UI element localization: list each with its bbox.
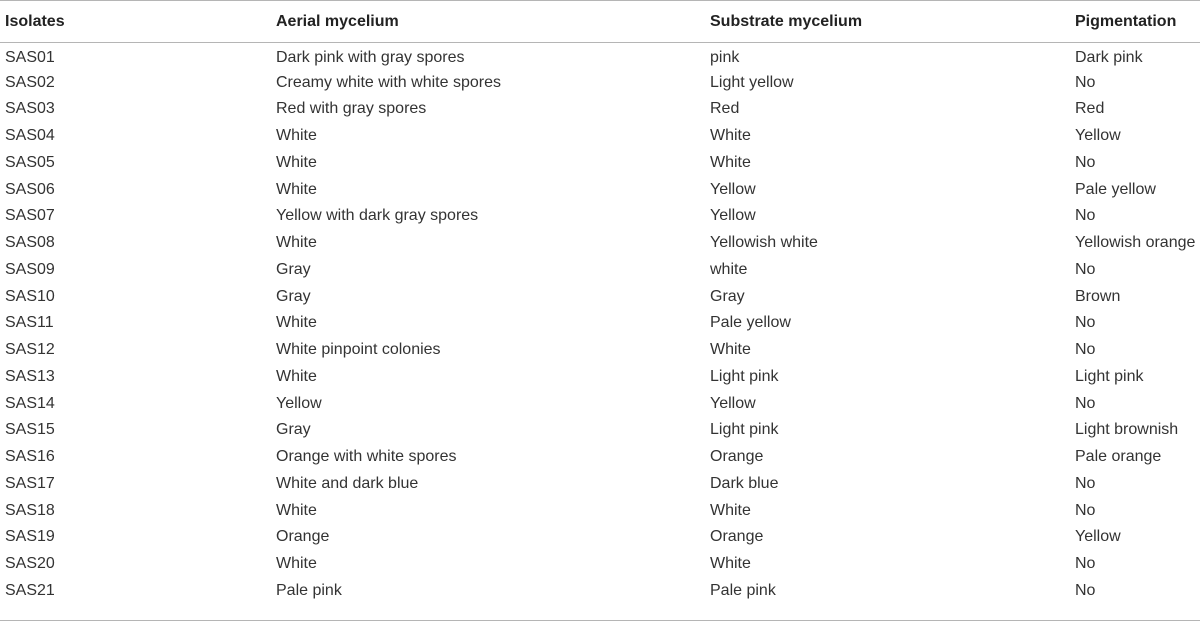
table-row bbox=[0, 497, 1200, 524]
cell-aerial-mycelium: White bbox=[276, 501, 317, 519]
header-aerial-mycelium: Aerial mycelium bbox=[276, 1, 710, 43]
cell-pigmentation: Yellow bbox=[1075, 528, 1121, 546]
cell-substrate-mycelium: white bbox=[710, 260, 748, 278]
cell-substrate-mycelium: Orange bbox=[710, 528, 764, 546]
cell-isolate: SAS08 bbox=[5, 234, 55, 252]
table-row bbox=[0, 176, 1200, 203]
table-row bbox=[0, 43, 1200, 70]
cell-isolate: SAS07 bbox=[5, 207, 55, 225]
cell-substrate-mycelium: Yellow bbox=[710, 207, 756, 225]
cell-substrate-mycelium: White bbox=[710, 153, 751, 171]
cell-isolate: SAS11 bbox=[5, 314, 54, 332]
cell-aerial-mycelium: White bbox=[276, 367, 317, 385]
table-row bbox=[0, 444, 1200, 471]
cell-substrate-mycelium: Red bbox=[710, 100, 740, 118]
cell-pigmentation: No bbox=[1075, 73, 1096, 91]
cell-aerial-mycelium: White bbox=[276, 234, 317, 252]
cell-aerial-mycelium: Orange with white spores bbox=[276, 448, 457, 466]
table-row bbox=[0, 337, 1200, 364]
table-row bbox=[0, 310, 1200, 337]
cell-substrate-mycelium: Orange bbox=[710, 448, 764, 466]
cell-isolate: SAS04 bbox=[5, 127, 55, 145]
cell-pigmentation: Pale yellow bbox=[1075, 180, 1156, 198]
cell-aerial-mycelium: White pinpoint colonies bbox=[276, 341, 441, 359]
cell-substrate-mycelium: Pale pink bbox=[710, 581, 776, 599]
cell-substrate-mycelium: Yellowish white bbox=[710, 234, 818, 252]
cell-aerial-mycelium: Gray bbox=[276, 287, 311, 305]
cell-pigmentation: No bbox=[1075, 153, 1096, 171]
cell-aerial-mycelium: White bbox=[276, 314, 317, 332]
cell-pigmentation: No bbox=[1075, 501, 1096, 519]
cell-substrate-mycelium: Light pink bbox=[710, 367, 779, 385]
cell-isolate: SAS18 bbox=[5, 501, 55, 519]
cell-isolate: SAS05 bbox=[5, 153, 55, 171]
cell-aerial-mycelium: Gray bbox=[276, 260, 311, 278]
cell-substrate-mycelium: Pale yellow bbox=[710, 314, 791, 332]
cell-isolate: SAS19 bbox=[5, 528, 55, 546]
cell-isolate: SAS21 bbox=[5, 581, 55, 599]
cell-pigmentation: No bbox=[1075, 314, 1096, 332]
cell-aerial-mycelium: Creamy white with white spores bbox=[276, 73, 501, 91]
table-row bbox=[0, 96, 1200, 123]
cell-substrate-mycelium: Yellow bbox=[710, 394, 756, 412]
cell-isolate: SAS15 bbox=[5, 421, 55, 439]
cell-pigmentation: Light pink bbox=[1075, 367, 1144, 385]
table-row bbox=[0, 364, 1200, 391]
cell-substrate-mycelium: Gray bbox=[710, 287, 745, 305]
table-row bbox=[0, 69, 1200, 96]
cell-pigmentation: No bbox=[1075, 394, 1096, 412]
cell-isolate: SAS17 bbox=[5, 474, 55, 492]
cell-substrate-mycelium: White bbox=[710, 127, 751, 145]
cell-aerial-mycelium: White and dark blue bbox=[276, 474, 419, 492]
table-row bbox=[0, 471, 1200, 498]
cell-pigmentation: No bbox=[1075, 474, 1096, 492]
table-header-row bbox=[0, 1, 1200, 43]
cell-aerial-mycelium: Gray bbox=[276, 421, 311, 439]
table-row bbox=[0, 390, 1200, 417]
cell-isolate: SAS06 bbox=[5, 180, 55, 198]
cell-pigmentation: Red bbox=[1075, 100, 1105, 118]
cell-substrate-mycelium: Yellow bbox=[710, 180, 756, 198]
table-row bbox=[0, 123, 1200, 150]
header-substrate-mycelium: Substrate mycelium bbox=[710, 1, 1075, 43]
cell-isolate: SAS14 bbox=[5, 394, 55, 412]
cell-aerial-mycelium: White bbox=[276, 153, 317, 171]
cell-aerial-mycelium: Red with gray spores bbox=[276, 100, 427, 118]
table-row bbox=[0, 417, 1200, 444]
table-row bbox=[0, 230, 1200, 257]
table-row bbox=[0, 578, 1200, 605]
cell-aerial-mycelium: White bbox=[276, 555, 317, 573]
table-row bbox=[0, 524, 1200, 551]
table-bottom-rule bbox=[0, 620, 1200, 621]
cell-pigmentation: Pale orange bbox=[1075, 448, 1162, 466]
cell-pigmentation: No bbox=[1075, 581, 1096, 599]
cell-isolate: SAS12 bbox=[5, 341, 55, 359]
cell-substrate-mycelium: pink bbox=[710, 49, 740, 67]
cell-aerial-mycelium: Yellow bbox=[276, 394, 322, 412]
table-row bbox=[0, 257, 1200, 284]
cell-isolate: SAS03 bbox=[5, 100, 55, 118]
cell-isolate: SAS16 bbox=[5, 448, 55, 466]
cell-aerial-mycelium: Orange bbox=[276, 528, 330, 546]
cell-substrate-mycelium: Light yellow bbox=[710, 73, 794, 91]
cell-pigmentation: Light brownish bbox=[1075, 421, 1179, 439]
cell-isolate: SAS10 bbox=[5, 287, 55, 305]
cell-substrate-mycelium: Dark blue bbox=[710, 474, 779, 492]
cell-aerial-mycelium: Yellow with dark gray spores bbox=[276, 207, 479, 225]
cell-substrate-mycelium: Light pink bbox=[710, 421, 779, 439]
cell-isolate: SAS20 bbox=[5, 555, 55, 573]
cell-aerial-mycelium: Pale pink bbox=[276, 581, 342, 599]
cell-pigmentation: Brown bbox=[1075, 287, 1121, 305]
cell-pigmentation: No bbox=[1075, 207, 1096, 225]
cell-substrate-mycelium: White bbox=[710, 555, 751, 573]
cell-isolate: SAS01 bbox=[5, 49, 55, 67]
cell-pigmentation: No bbox=[1075, 341, 1096, 359]
cell-pigmentation: Yellow bbox=[1075, 127, 1121, 145]
cell-aerial-mycelium: White bbox=[276, 180, 317, 198]
cell-pigmentation: No bbox=[1075, 260, 1096, 278]
cell-pigmentation: No bbox=[1075, 555, 1096, 573]
cell-substrate-mycelium: White bbox=[710, 341, 751, 359]
table-row bbox=[0, 551, 1200, 578]
cell-isolate: SAS13 bbox=[5, 367, 55, 385]
cell-aerial-mycelium: White bbox=[276, 127, 317, 145]
table-row bbox=[0, 203, 1200, 230]
header-pigmentation: Pigmentation bbox=[1075, 1, 1200, 43]
cell-substrate-mycelium: White bbox=[710, 501, 751, 519]
cell-aerial-mycelium: Dark pink with gray spores bbox=[276, 49, 465, 67]
table-body bbox=[0, 43, 1200, 605]
table-row bbox=[0, 150, 1200, 177]
cell-pigmentation: Dark pink bbox=[1075, 49, 1143, 67]
cell-isolate: SAS09 bbox=[5, 260, 55, 278]
cell-isolate: SAS02 bbox=[5, 73, 55, 91]
cell-pigmentation: Yellowish orange bbox=[1075, 234, 1196, 252]
table-row bbox=[0, 283, 1200, 310]
header-isolates: Isolates bbox=[0, 1, 276, 43]
